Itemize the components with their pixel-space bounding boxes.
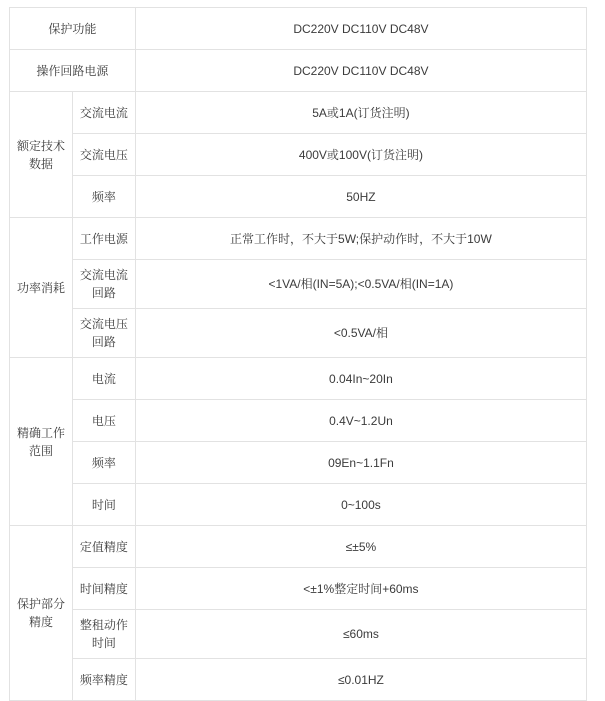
table-row [10, 568, 587, 610]
table-row [10, 526, 587, 568]
table-cell-value: 0.04In~20In [135, 358, 586, 400]
table-cell-item: 定值精度 [72, 526, 135, 568]
table-cell-item: 电流 [72, 358, 135, 400]
table-row [10, 442, 587, 484]
table-row [10, 50, 587, 92]
table-row [10, 610, 587, 659]
table-cell-item: 整租动作时间 [72, 610, 135, 659]
table-cell-value: DC220V DC110V DC48V [135, 50, 586, 92]
table-cell-value: 09En~1.1Fn [135, 442, 586, 484]
specification-table-body [10, 8, 587, 701]
table-row [10, 358, 587, 400]
table-cell-group: 额定技术数据 [10, 92, 73, 218]
table-cell-item: 频率 [72, 176, 135, 218]
table-row [10, 8, 587, 50]
table-cell-group: 功率消耗 [10, 218, 73, 358]
table-cell-value: <±1%整定时间+60ms [135, 568, 586, 610]
table-cell-item: 频率 [72, 442, 135, 484]
table-cell-value: <0.5VA/相 [135, 309, 586, 358]
table-cell-item: 工作电源 [72, 218, 135, 260]
table-cell-value: 正常工作时，不大于5W;保护动作时，不大于10W [135, 218, 586, 260]
table-cell-group: 保护部分精度 [10, 526, 73, 701]
table-cell-item: 电压 [72, 400, 135, 442]
specification-table [9, 7, 587, 701]
table-cell-label: 操作回路电源 [10, 50, 136, 92]
table-cell-value: DC220V DC110V DC48V [135, 8, 586, 50]
table-cell-item: 交流电压回路 [72, 309, 135, 358]
table-cell-value: <1VA/相(IN=5A);<0.5VA/相(IN=1A) [135, 260, 586, 309]
table-cell-item: 交流电流 [72, 92, 135, 134]
table-cell-item: 频率精度 [72, 659, 135, 701]
table-cell-item: 交流电压 [72, 134, 135, 176]
table-cell-value: ≤0.01HZ [135, 659, 586, 701]
table-cell-value: ≤±5% [135, 526, 586, 568]
table-row [10, 659, 587, 701]
table-cell-value: 400V或100V(订货注明) [135, 134, 586, 176]
table-cell-value: 0~100s [135, 484, 586, 526]
table-cell-value: 0.4V~1.2Un [135, 400, 586, 442]
table-cell-group: 精确工作范围 [10, 358, 73, 526]
table-row [10, 309, 587, 358]
table-cell-value: 5A或1A(订货注明) [135, 92, 586, 134]
table-row [10, 134, 587, 176]
table-row [10, 400, 587, 442]
table-cell-label: 保护功能 [10, 8, 136, 50]
table-row [10, 176, 587, 218]
table-cell-value: 50HZ [135, 176, 586, 218]
table-cell-item: 时间精度 [72, 568, 135, 610]
table-row [10, 218, 587, 260]
table-row [10, 484, 587, 526]
table-cell-value: ≤60ms [135, 610, 586, 659]
table-row [10, 260, 587, 309]
table-cell-item: 交流电流回路 [72, 260, 135, 309]
table-cell-item: 时间 [72, 484, 135, 526]
table-row [10, 92, 587, 134]
